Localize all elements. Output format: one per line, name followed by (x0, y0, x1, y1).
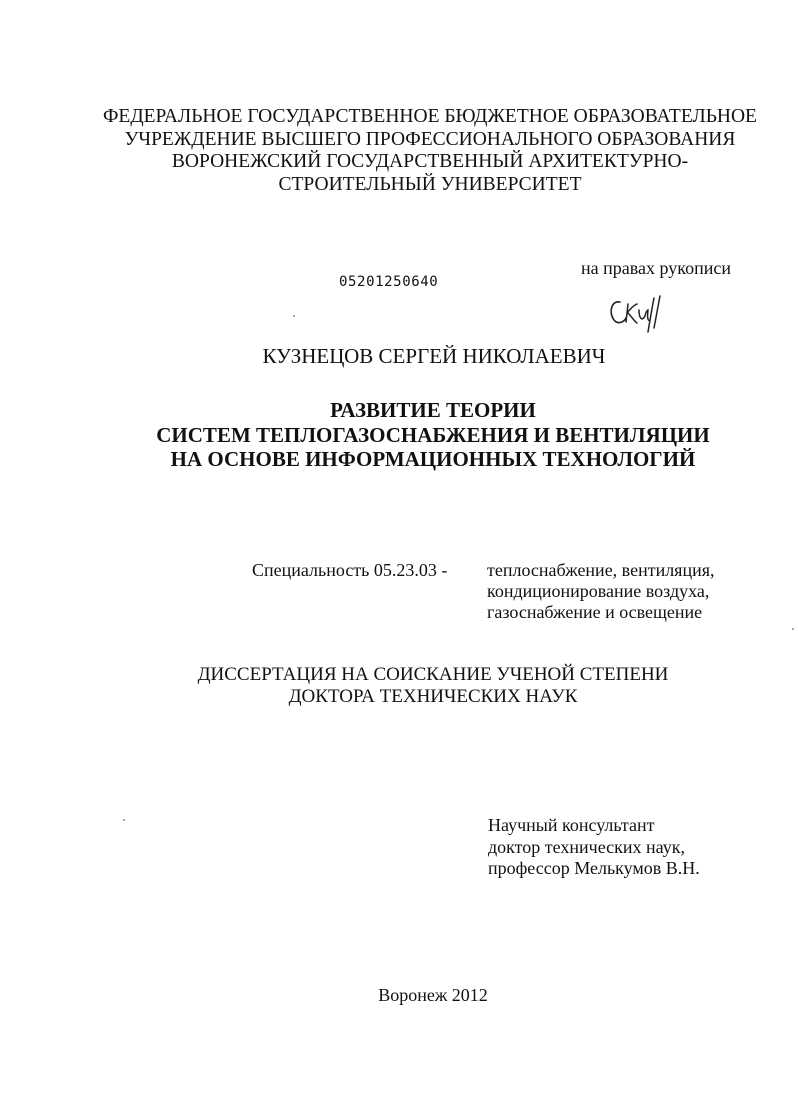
manuscript-rights-note: на правах рукописи (581, 258, 731, 278)
institution-line-3: ВОРОНЕЖСКИЙ ГОСУДАРСТВЕННЫЙ АРХИТЕКТУРНО- (171, 151, 689, 173)
title-line-1: РАЗВИТИЕ ТЕОРИИ (330, 398, 536, 422)
advisor-line-1: Научный консультант (488, 815, 655, 835)
speciality-line-1: теплоснабжение, вентиляция, (487, 560, 715, 580)
title-line-3: НА ОСНОВЕ ИНФОРМАЦИОННЫХ ТЕХНОЛОГИЙ (170, 447, 696, 471)
degree-line-2: ДОКТОРА ТЕХНИЧЕСКИХ НАУК (288, 686, 578, 707)
scan-speck (792, 628, 794, 630)
speciality-line-2: кондиционирование воздуха, (487, 581, 710, 601)
dissertation-title (0, 398, 798, 472)
institution-line-2: УЧРЕЖДЕНИЕ ВЫСШЕГО ПРОФЕССИОНАЛЬНОГО ОБРАЗОВАНИЯ (124, 128, 736, 150)
speciality-label: Специальность 05.23.03 - (252, 560, 448, 580)
title-line-2: СИСТЕМ ТЕПЛОГАЗОСНАБЖЕНИЯ И ВЕНТИЛЯЦИИ (156, 422, 710, 447)
speciality-line-3: газоснабжение и освещение (487, 602, 703, 622)
author-name: КУЗНЕЦОВ СЕРГЕЙ НИКОЛАЕВИЧ (262, 344, 606, 368)
catalog-number: 05201250640 (339, 274, 439, 290)
advisor-line-2: доктор технических наук, (488, 836, 685, 857)
degree-statement (0, 664, 798, 708)
author-signature (606, 292, 666, 334)
scan-speck (123, 819, 125, 821)
institution-name (60, 106, 798, 196)
speciality-description (487, 560, 715, 623)
degree-line-1: ДИССЕРТАЦИЯ НА СОИСКАНИЕ УЧЕНОЙ СТЕПЕНИ (197, 664, 669, 685)
scientific-advisor (488, 815, 700, 880)
institution-line-4: СТРОИТЕЛЬНЫЙ УНИВЕРСИТЕТ (278, 173, 582, 195)
scan-speck (293, 315, 295, 317)
place-and-year: Воронеж 2012 (378, 985, 488, 1005)
advisor-line-3: профессор Мелькумов В.Н. (488, 858, 700, 878)
institution-line-1: ФЕДЕРАЛЬНОЕ ГОСУДАРСТВЕННОЕ БЮДЖЕТНОЕ ОБРАЗОВАТЕЛЬНОЕ (103, 106, 757, 127)
